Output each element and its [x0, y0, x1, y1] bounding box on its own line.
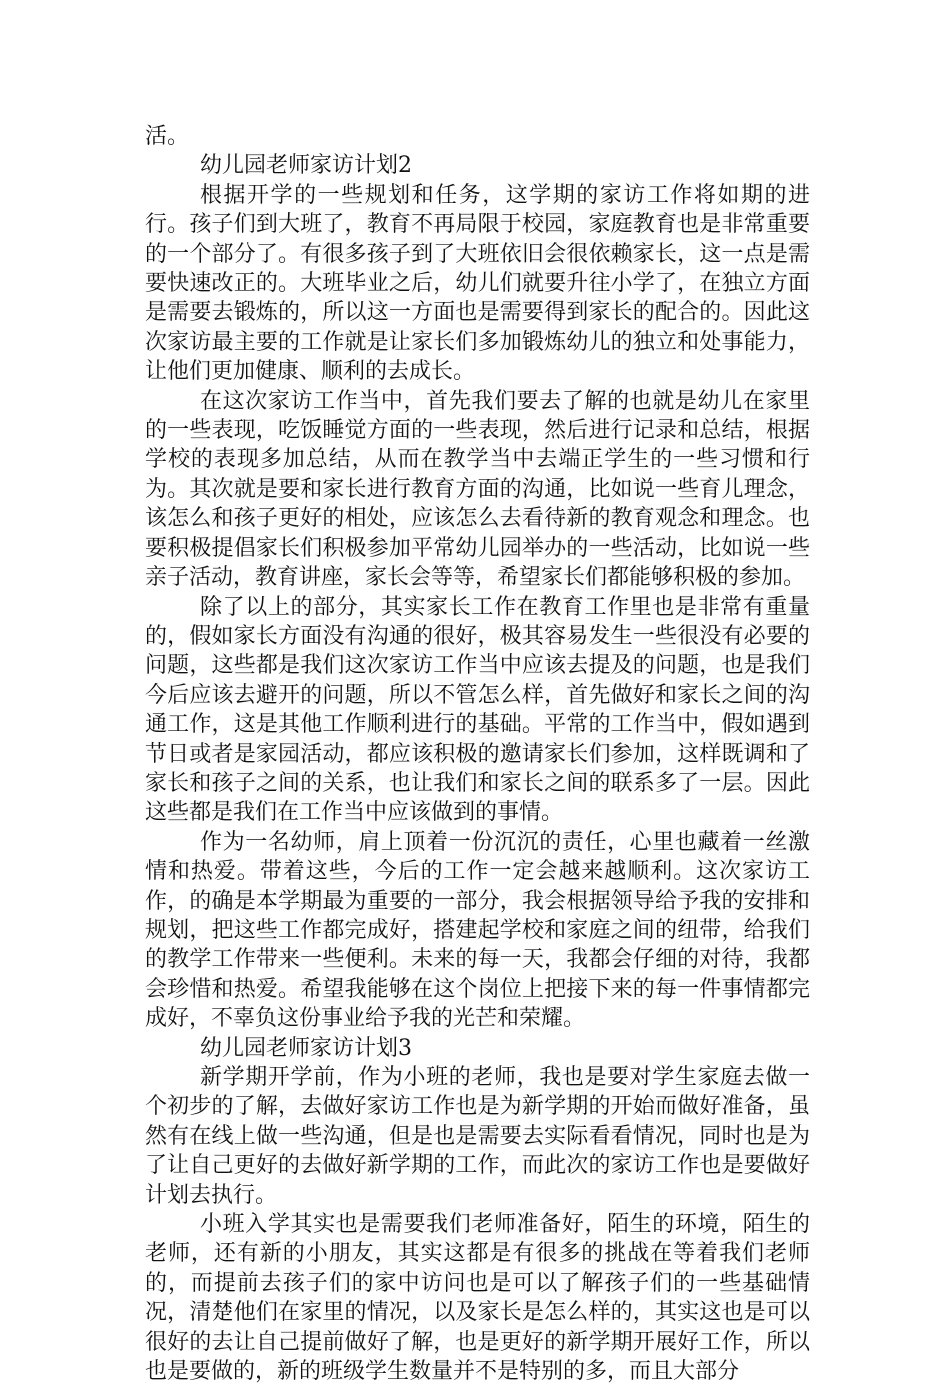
paragraph: 除了以上的部分，其实家长工作在教育工作里也是非常有重量的，假如家长方面没有沟通的很好，极其容易发生一些很没有必要的问题，这些都是我们这次家访工作当中应该去提及的问题，也是我们今后应该去避开的问题，所以不管怎么样，首先做好和家长之间的沟通工作，这是其他工作顺利进行的基础。平常的工作当中，假如遇到节日或者是家园活动，都应该积极的邀请家长们参加，这样既调和了家长和孩子之间的关系，也让我们和家长之间的联系多了一层。因此这些都是我们在工作当中应该做到的事情。 [145, 594, 810, 826]
paragraph: 小班入学其实也是需要我们老师准备好，陌生的环境，陌生的老师，还有新的小朋友，其实这都是有很多的挑战在等着我们老师的，而提前去孩子们的家中访问也是可以了解孩子们的一些基础情况，清楚他们在家里的情况，以及家长是怎么样的，其实这也是可以很好的去让自己提前做好了解，也是更好的新学期开展好工作，所以也是要做的，新的班级学生数量并不是特别的多，而且大部分 [145, 1212, 810, 1385]
document-body [145, 122, 810, 1386]
paragraph: 作为一名幼师，肩上顶着一份沉沉的责任，心里也藏着一丝激情和热爱。带着这些，今后的工作一定会越来越顺利。这次家访工作，的确是本学期最为重要的一部分，我会根据领导给予我的安排和规划，把这些工作都完成好，搭建起学校和家庭之间的纽带，给我们的教学工作带来一些便利。未来的每一天，我都会仔细的对待，我都会珍惜和热爱。希望我能够在这个岗位上把接下来的每一件事情都完成好，不辜负这份事业给予我的光芒和荣耀。 [145, 829, 810, 1032]
section-heading-plan-2: 幼儿园老师家访计划2 [200, 153, 412, 179]
paragraph: 在这次家访工作当中，首先我们要去了解的也就是幼儿在家里的一些表现，吃饭睡觉方面的一些表现，然后进行记录和总结，根据学校的表现多加总结，从而在教学当中去端正学生的一些习惯和行为。其次就是要和家长进行教育方面的沟通，比如说一些育儿理念，该怎么和孩子更好的相处，应该怎么去看待新的教育观念和理念。也要积极提倡家长们积极参加平常幼儿园举办的一些活动，比如说一些亲子活动，教育讲座，家长会等等，希望家长们都能够积极的参加。 [145, 388, 810, 591]
paragraph: 根据开学的一些规划和任务，这学期的家访工作将如期的进行。孩子们到大班了，教育不再局限于校园，家庭教育也是非常重要的一个部分了。有很多孩子到了大班依旧会很依赖家长，这一点是需要快速改正的。大班毕业之后，幼儿们就要升往小学了，在独立方面是需要去锻炼的，所以这一方面也是需要得到家长的配合的。因此这次家访最主要的工作就是让家长们多加锻炼幼儿的独立和处事能力，让他们更加健康、顺利的去成长。 [145, 182, 810, 385]
paragraph-continuation: 活。 [145, 124, 190, 149]
paragraph: 新学期开学前，作为小班的老师，我也是要对学生家庭去做一个初步的了解，去做好家访工作也是为新学期的开始而做好准备，虽然有在线上做一些沟通，但是也是需要去实际看看情况，同时也是为了让自己更好的去做好新学期的工作，而此次的家访工作也是要做好计划去执行。 [145, 1065, 810, 1208]
section-heading-plan-3: 幼儿园老师家访计划3 [200, 1035, 412, 1061]
